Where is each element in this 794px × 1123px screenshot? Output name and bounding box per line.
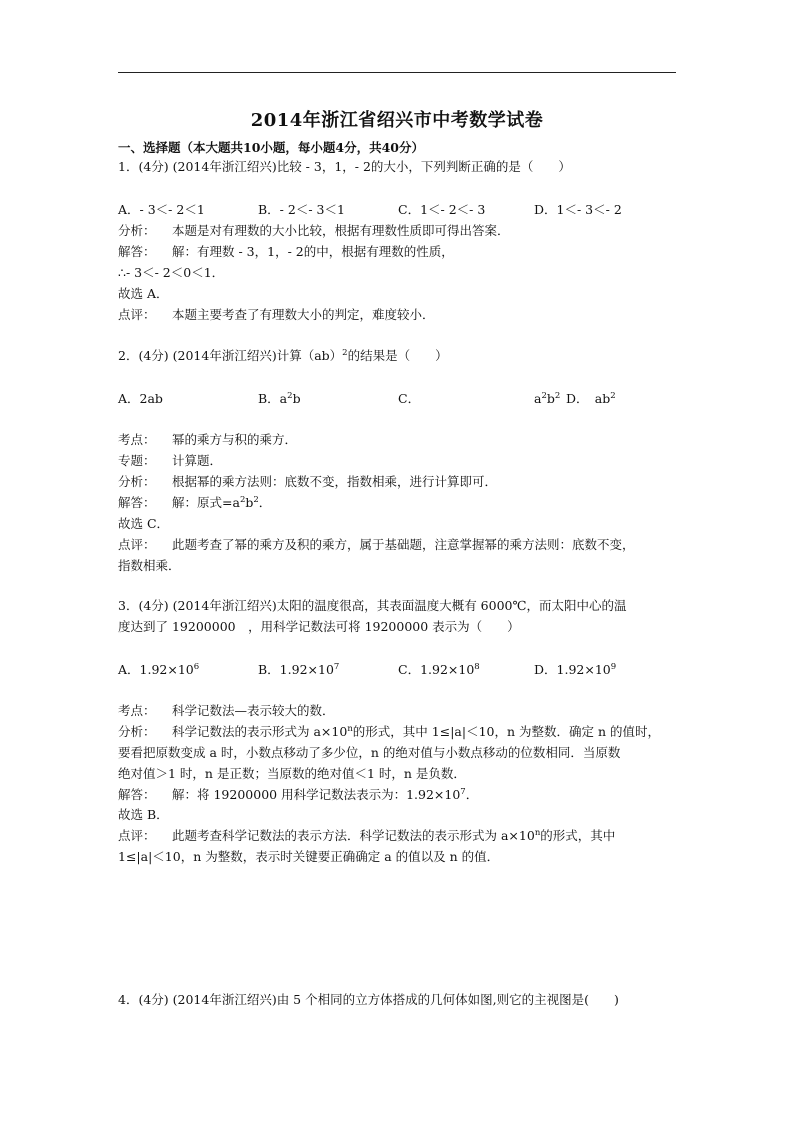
q1-options	[118, 202, 678, 218]
q1-comment: 点评： 本题主要考查了有理数大小的判定，难度较小．	[118, 307, 435, 322]
q4-stem: 4．(4分) (2014年浙江绍兴)由 5 个相同的立方体搭成的几何体如图,则它的主视图是( )	[118, 992, 619, 1007]
q2-stem: 2．(4分) (2014年浙江绍兴)计算（ab）$^2$的结果是（ ）	[118, 348, 448, 363]
q1-answer-line2: ∴- 3＜- 2＜0＜1．	[118, 265, 225, 280]
q1-option-b: B．- 2＜- 3＜1	[258, 202, 345, 217]
q3-analysis-line2: 要看把原数变成 a 时，小数点移动了多少位，n 的绝对值与小数点移动的位数相同．当原数	[118, 745, 621, 760]
q3-answer: 解答： 解：将 19200000 用科学记数法表示为：$1.92\times 10^7$．	[118, 787, 479, 802]
q1-stem: 1．(4分) (2014年浙江绍兴)比较 - 3，1，- 2的大小，下列判断正确的是（ ）	[118, 159, 571, 174]
q2-analysis: 分析： 根据幂的乘方法则：底数不变，指数相乘，进行计算即可．	[118, 474, 498, 489]
q3-analysis: 分析： 科学记数法的表示形式为 $a\times 10^n$的形式，其中 1≤|a|＜10，n 为整数．确定 n 的值时，	[118, 724, 660, 739]
section-heading: 一、选择题（本大题共10小题，每小题4分，共40分）	[118, 140, 424, 155]
q3-analysis-line3: 绝对值＞1 时，n 是正数；当原数的绝对值＜1 时，n 是负数．	[118, 766, 466, 781]
q2-choice: 故选 C．	[118, 516, 170, 531]
q3-option-b: B．$1.92\times 10^7$	[258, 662, 340, 677]
header-rule	[118, 72, 676, 73]
q2-comment-line2: 指数相乘．	[118, 558, 181, 573]
q2-option-c-answer: $a^2b^2$	[534, 391, 561, 406]
q1-option-a: A．- 3＜- 2＜1	[118, 202, 205, 217]
q2-option-b: B．$a^2b$	[258, 391, 301, 406]
q3-option-a: A．$1.92\times 10^6$	[118, 662, 200, 677]
q3-option-c: C．$1.92\times 10^8$	[398, 662, 480, 677]
q2-option-c: C．	[398, 391, 421, 406]
q2-zhuanti: 专题： 计算题．	[118, 453, 223, 468]
q1-option-d: D．1＜- 3＜- 2	[534, 202, 622, 217]
q2-options	[118, 391, 678, 407]
q2-answer: 解答： 解：原式$=a^2b^2$．	[118, 495, 272, 510]
q3-kaodian: 考点： 科学记数法—表示较大的数．	[118, 703, 335, 718]
q3-options	[118, 662, 678, 678]
q2-option-a: A．2ab	[118, 391, 163, 406]
q3-option-d: D．$1.92\times 10^9$	[534, 662, 617, 677]
q2-comment: 点评： 此题考查了幂的乘方及积的乘方，属于基础题，注意掌握幂的乘方法则：底数不变，	[118, 537, 635, 552]
q1-answer: 解答： 解：有理数 - 3，1，- 2的中，根据有理数的性质，	[118, 244, 454, 259]
q1-analysis: 分析： 本题是对有理数的大小比较，根据有理数性质即可得出答案．	[118, 223, 510, 238]
page-title: 2014年浙江省绍兴市中考数学试卷	[250, 110, 544, 131]
q1-option-c: C．1＜- 2＜- 3	[398, 202, 486, 217]
q2-kaodian: 考点： 幂的乘方与积的乘方．	[118, 432, 298, 447]
q3-comment: 点评： 此题考查科学记数法的表示方法．科学记数法的表示形式为 $a\times 10^n$的形式，其中	[118, 828, 616, 843]
q3-stem: 3．(4分) (2014年浙江绍兴)太阳的温度很高，其表面温度大概有 6000℃，而太阳中心的温	[118, 598, 627, 613]
q1-choice: 故选 A．	[118, 286, 169, 301]
q3-choice: 故选 B．	[118, 807, 169, 822]
q2-option-d: D． $ab^2$	[566, 391, 616, 406]
q3-comment-line2: 1≤|a|＜10，n 为整数，表示时关键要正确确定 a 的值以及 n 的值．	[118, 849, 500, 864]
q3-stem-line2: 度达到了 19200000 ，用科学记数法可将 19200000 表示为（ ）	[118, 619, 520, 634]
